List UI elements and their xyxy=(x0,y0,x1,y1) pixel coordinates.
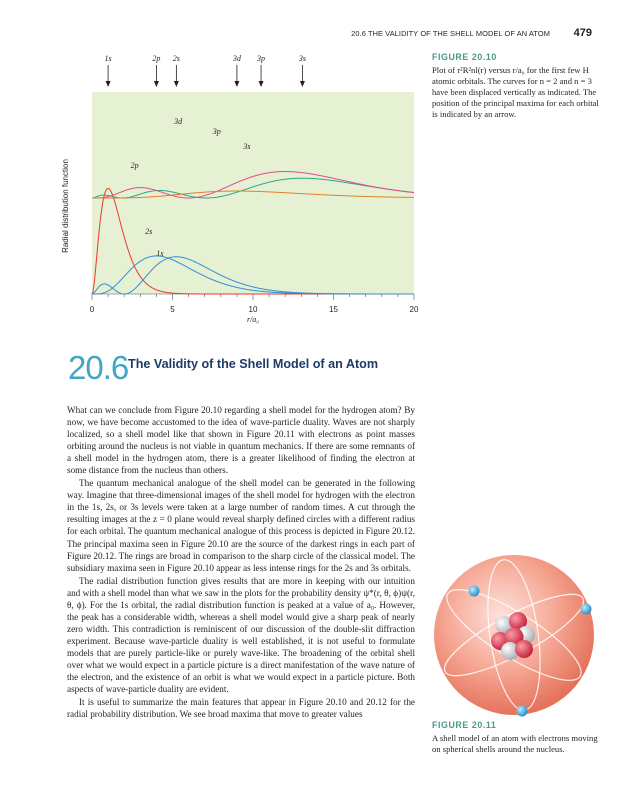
band-lower xyxy=(92,160,414,294)
arrow-head-3d xyxy=(234,81,239,87)
electron-1 xyxy=(469,586,480,597)
curve-label-3p: 3p xyxy=(212,127,221,136)
curve-label-3s: 3s xyxy=(243,142,251,151)
arrow-label-2p: 2p xyxy=(152,54,161,63)
x-tick-label: 15 xyxy=(329,305,338,314)
curve-label-1s: 1s xyxy=(156,249,164,258)
curve-label-2p: 2p xyxy=(130,161,139,170)
curve-label-3d: 3d xyxy=(174,117,183,126)
running-head-title: 20.6 THE VALIDITY OF THE SHELL MODEL OF AN ATOM xyxy=(351,29,550,38)
section-heading xyxy=(68,349,428,392)
body-text xyxy=(67,404,415,720)
figure-20-10-caption-text: Plot of r²R²nl(r) versus r/a₀ for the first few H atomic orbitals. The curves for n = 2 and n = 3 have been displaced vertically as indicated. The position of the principal maxima for each orbital is indicated by an arrow. xyxy=(432,65,599,119)
arrow-label-3p: 3p xyxy=(257,54,266,63)
arrow-head-2s xyxy=(174,81,179,87)
arrow-label-3s: 3s xyxy=(298,54,306,63)
arrow-label-1s: 1s xyxy=(104,54,112,63)
arrow-label-2s: 2s xyxy=(172,54,180,63)
paragraph-4: It is useful to summarize the main features that appear in Figure 20.10 and 20.12 for the radial probability distribution. We see broad maxima that move to greater values xyxy=(67,697,415,720)
section-number: 20.6 xyxy=(68,349,129,386)
figure-20-10-label: FIGURE 20.10 xyxy=(432,52,497,62)
figure-20-11-caption-text: A shell model of an atom with electrons moving on spherical shells around the nucleus. xyxy=(432,733,598,754)
paragraph-2: The quantum mechanical analogue of the shell model can be generated in the following way. Imagine that three-dimensional images of the shell model for hydrogen with the electron in the 1s, 2s, or 3s levels were taken at a large number of random times. A cut through the resulting images at the z = 0 plane would reveal sharply defined circles with a different radius for each orbital. The quantum mechanical analogue of this process is depicted in Figure 20.12. The principal maxima seen in Figure 20.10 are the source of the darkest rings in each part of Figure 20.12. The rings are broad in comparison to the sharp circle of the classical model. The subsidiary maxima seen in Figure 20.10 appear as less intense rings for the 2s and 3s orbitals. xyxy=(67,478,415,573)
x-tick-label: 5 xyxy=(170,305,175,314)
page-number: 479 xyxy=(573,27,592,39)
section-title: The Validity of the Shell Model of an Atom xyxy=(128,357,379,371)
arrow-head-3p xyxy=(259,81,264,87)
paragraph-1: What can we conclude from Figure 20.10 regarding a shell model for the hydrogen atom? By now, we have become accustomed to the idea of wave-particle duality. Waves are not sharply localized, so a shell model like that shown in Figure 20.11 with electrons as point masses orbiting around the nucleus is not viable in quantum mechanics. If there are some remnants of a shell model in the hydrogen atom, there is a greater likelihood of finding the electron at some distance from the nucleus than others. xyxy=(67,405,415,476)
figure-20-10-caption xyxy=(432,52,600,120)
x-tick-label: 0 xyxy=(89,305,95,314)
x-tick-label: 20 xyxy=(409,305,419,314)
y-axis-label: Radial distribution function xyxy=(61,159,70,253)
curve-label-2s: 2s xyxy=(145,227,153,236)
electron-3 xyxy=(517,706,528,717)
radial-distribution-chart xyxy=(58,48,423,338)
figure-20-11-label: FIGURE 20.11 xyxy=(432,720,497,730)
arrow-label-3d: 3d xyxy=(232,54,241,63)
chart-arrows xyxy=(105,54,306,87)
x-tick-label: 10 xyxy=(248,305,258,314)
band-upper xyxy=(92,92,414,160)
x-axis-label: r/a₀ xyxy=(246,315,260,324)
arrow-head-2p xyxy=(154,81,159,87)
atom-shell-model-image xyxy=(418,551,610,717)
paragraph-3: The radial distribution function gives results that are more in keeping with our intuition and with a shell model than what we saw in the plots for the probability density ψ*(r, θ, ϕ)ψ(r, θ, ϕ). For the 1s orbital, the radial distribution function is peaked at a value of a₀. However, the peak has a considerable width, whereas a shell model would give a sharp peak of nearly zero width. This contradiction is reminiscent of our discussion of the double-slit diffraction experiment. Because wave-particle duality is well established, it is not useful to formulate models that are purely particle-like or purely wave-like. The broadening of the orbital shell over what we would expect in a particle picture is a direct manifestation of the wave nature of the electron, and the existence of an orbit is what we would expect in a particle picture. Both aspects of wave-particle duality are evident. xyxy=(67,575,415,695)
running-head xyxy=(330,27,592,41)
arrow-head-1s xyxy=(106,81,111,87)
chart-bands xyxy=(92,92,414,294)
arrow-head-3s xyxy=(300,81,305,87)
figure-20-11-caption xyxy=(432,720,600,755)
electron-2 xyxy=(581,604,592,615)
